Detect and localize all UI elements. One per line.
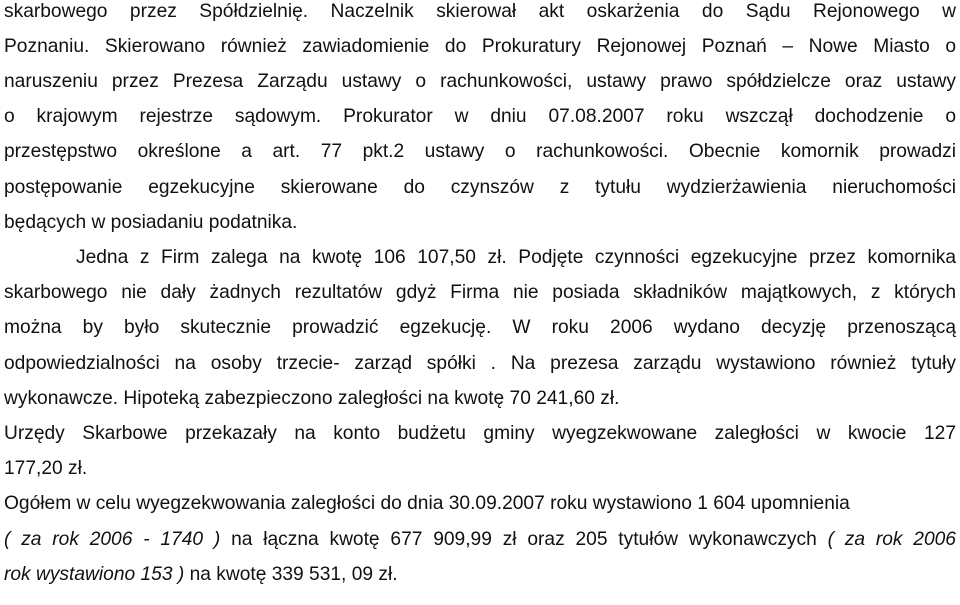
text-line-mixed: [4, 528, 956, 552]
text-line: można by było skutecznie prowadzić egzekucję. W roku 2006 wydano decyzję przenoszącą: [4, 317, 956, 338]
text-line: Ogółem w celu wyegzekwowania zaległości do dnia 30.09.2007 roku wystawiono 1 604 upomnienia: [4, 493, 850, 514]
italic-span: rok wystawiono 153 ): [4, 564, 185, 585]
italic-span: ( za rok 2006: [827, 529, 956, 550]
text-line: odpowiedzialności na osoby trzecie- zarząd spółki . Na prezesa zarządu wystawiono również tytuły: [4, 353, 956, 374]
text-line: przestępstwo określone a art. 77 pkt.2 ustawy o rachunkowości. Obecnie komornik prowadzi: [4, 141, 956, 162]
text-line-mixed: [4, 563, 956, 587]
text-line: o krajowym rejestrze sądowym. Prokurator w dniu 07.08.2007 roku wszczął dochodzenie o: [4, 106, 956, 127]
text-line-indented: Jedna z Firm zalega na kwotę 106 107,50 zł. Podjęte czynności egzekucyjne przez komornika: [76, 247, 956, 268]
text-line: naruszeniu przez Prezesa Zarządu ustawy o rachunkowości, ustawy prawo spółdzielcze oraz ustawy: [4, 71, 956, 92]
text-span: na kwotę 339 531, 09 zł.: [184, 564, 398, 585]
text-line: będących w posiadaniu podatnika.: [4, 212, 298, 233]
text-line: postępowanie egzekucyjne skierowane do czynszów z tytułu wydzierżawienia nieruchomości: [4, 177, 956, 198]
text-line: skarbowego nie dały żadnych rezultatów gdyż Firma nie posiada składników majątkowych, z których: [4, 282, 956, 303]
text-line: Poznaniu. Skierowano również zawiadomienie do Prokuratury Rejonowej Poznań – Nowe Miasto o: [4, 36, 956, 57]
italic-span: ( za rok 2006 - 1740 ): [4, 529, 221, 550]
text-line: 177,20 zł.: [4, 458, 88, 479]
text-line: wykonawcze. Hipoteką zabezpieczono zaległości na kwotę 70 241,60 zł.: [4, 388, 620, 409]
text-span: na łączna kwotę 677 909,99 zł oraz 205 tytułów wykonawczych: [220, 529, 828, 550]
text-line: Urzędy Skarbowe przekazały na konto budżetu gminy wyegzekwowane zaległości w kwocie 127: [4, 423, 956, 444]
text-line: skarbowego przez Spółdzielnię. Naczelnik skierował akt oskarżenia do Sądu Rejonowego w: [4, 1, 956, 22]
